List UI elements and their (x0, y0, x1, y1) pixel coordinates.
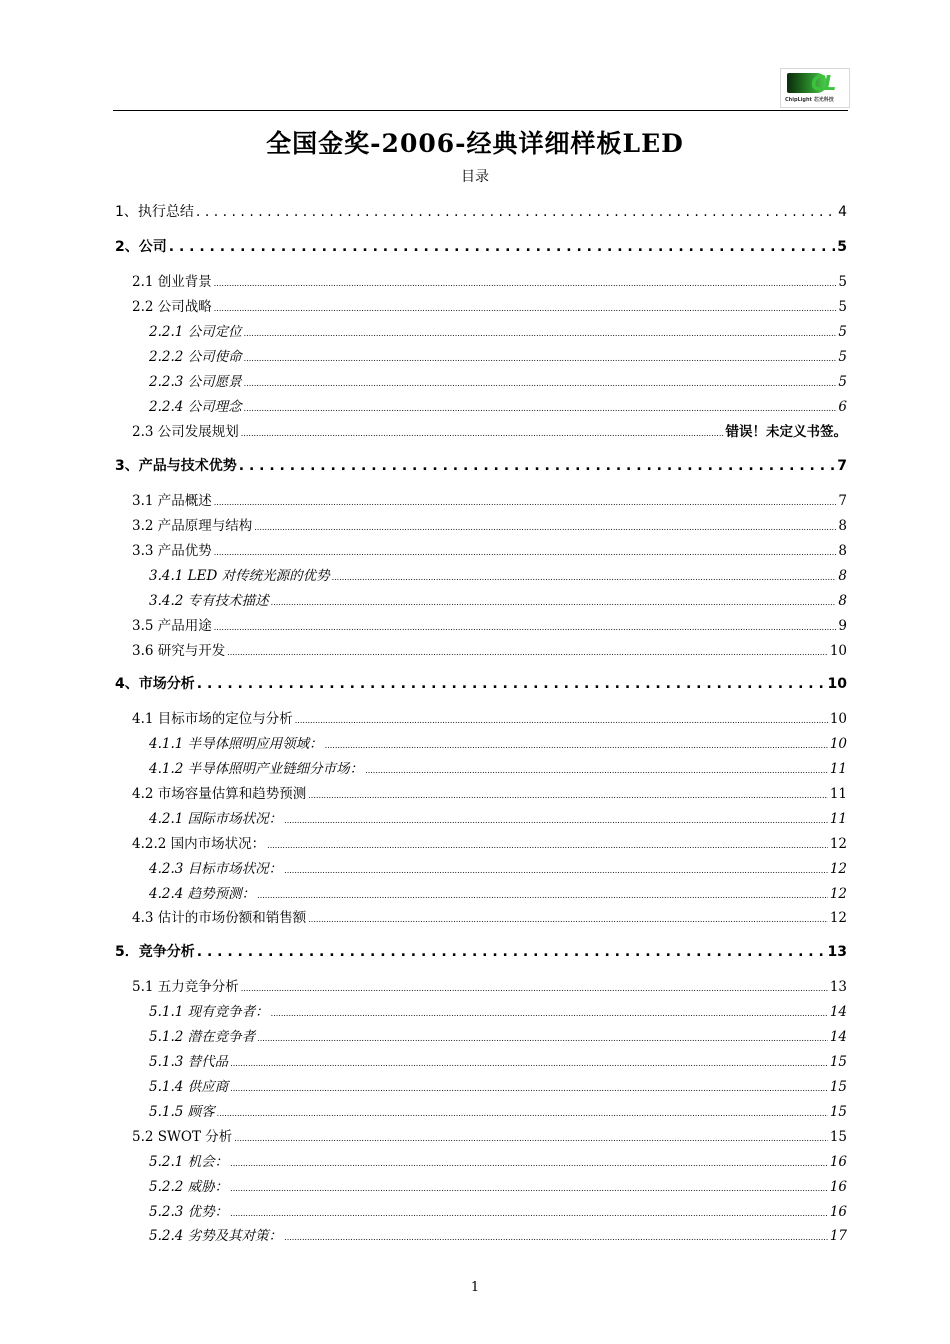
toc-entry-page: 7 (837, 458, 847, 474)
toc-entry-page: 5 (838, 374, 847, 390)
page-number: 1 (470, 1280, 480, 1295)
toc-leader (325, 741, 828, 750)
toc-entry-label: 5.1.3 替代品 (149, 1054, 229, 1070)
toc-entry-page: 16 (829, 1179, 847, 1195)
header-rule (113, 110, 848, 111)
toc-leader (239, 458, 836, 474)
toc-heading: 目录 (461, 169, 489, 185)
toc-leader (214, 623, 837, 632)
toc-entry-label: 2.2.2 公司使命 (149, 349, 242, 365)
toc-entry-page: 11 (829, 811, 847, 827)
toc-entry-label: 3.2 产品原理与结构 (132, 518, 253, 534)
toc-entry-page: 17 (829, 1228, 847, 1244)
toc-entry-label: 5.2.2 威胁： (149, 1179, 229, 1195)
toc-entry[interactable] (0, 489, 950, 509)
toc-entry[interactable] (0, 832, 950, 852)
toc-entry-page: 5 (838, 274, 847, 290)
toc-entry[interactable] (0, 295, 950, 315)
toc-entry-label: 4.2.3 目标市场状况： (149, 861, 283, 877)
toc-entry-page: 4 (838, 204, 847, 220)
toc-leader (308, 915, 828, 924)
toc-entry[interactable] (0, 1100, 950, 1120)
toc-entry-label: 5.2 SWOT 分析 (132, 1129, 233, 1145)
toc-leader (254, 523, 836, 532)
toc-entry[interactable] (0, 589, 950, 609)
toc-entry-page: 16 (829, 1154, 847, 1170)
toc-entry-page: 10 (829, 711, 847, 727)
toc-entry[interactable] (0, 975, 950, 995)
toc-leader (230, 1059, 828, 1068)
toc-leader (295, 716, 828, 725)
toc-entry[interactable] (0, 1175, 950, 1195)
toc-entry-label: 5.1 五力竞争分析 (132, 979, 239, 995)
toc-entry[interactable] (0, 514, 950, 534)
toc-entry-label: 4.3 估计的市场份额和销售额 (132, 910, 307, 926)
toc-leader (227, 648, 828, 657)
toc-entry-page: 5 (837, 239, 847, 255)
toc-entry[interactable] (0, 1000, 950, 1020)
toc-leader (214, 548, 837, 557)
toc-leader (244, 379, 837, 388)
toc-entry-page: 6 (838, 399, 847, 415)
toc-leader (284, 1233, 828, 1242)
toc-entry[interactable] (0, 320, 950, 340)
toc-entry[interactable] (0, 1025, 950, 1045)
toc-entry-label: 3.4.2 专有技术描述 (149, 593, 269, 609)
toc-leader (257, 891, 828, 900)
toc-entry-page: 12 (829, 910, 847, 926)
toc-entry-label: 5.1.2 潜在竞争者 (149, 1029, 256, 1045)
toc-entry-label: 3、产品与技术优势 (115, 458, 237, 474)
toc-leader (267, 841, 828, 850)
toc-leader (217, 1109, 828, 1118)
toc-entry-page: 12 (829, 861, 847, 877)
toc-entry-label: 4.1.1 半导体照明应用领域： (149, 736, 323, 752)
toc-entry-page: 15 (829, 1129, 847, 1145)
toc-entry-page: 8 (838, 568, 847, 584)
toc-entry[interactable] (0, 1075, 950, 1095)
toc-leader (214, 498, 837, 507)
toc-entry-page: 10 (829, 643, 847, 659)
toc-entry-page: 14 (829, 1029, 847, 1045)
toc-entry-label: 4.1 目标市场的定位与分析 (132, 711, 293, 727)
toc-entry-label: 4.2.1 国际市场状况： (149, 811, 283, 827)
toc-entry[interactable] (0, 370, 950, 390)
toc-entry[interactable] (0, 1150, 950, 1170)
toc-leader (244, 354, 837, 363)
toc-entry-label: 4.2 市场容量估算和趋势预测 (132, 786, 307, 802)
toc-entry[interactable] (0, 395, 950, 415)
toc-entry-label: 5.2.3 优势： (149, 1204, 229, 1220)
toc-entry[interactable] (0, 906, 950, 926)
toc-entry-page: 7 (838, 493, 847, 509)
toc-entry[interactable] (0, 757, 950, 777)
toc-leader (284, 816, 828, 825)
toc-entry[interactable] (0, 1224, 950, 1244)
toc-entry-page: 8 (838, 543, 847, 559)
toc-entry-page: 5 (838, 349, 847, 365)
toc-leader (230, 1159, 828, 1168)
toc-entry[interactable] (0, 732, 950, 752)
toc-leader (244, 404, 837, 413)
toc-leader (196, 204, 836, 220)
toc-entry-label: 3.5 产品用途 (132, 618, 212, 634)
toc-entry[interactable] (0, 201, 950, 221)
logo-caption: ChipLight 芯光科技 (785, 97, 834, 103)
toc-entry-page: 13 (827, 944, 847, 960)
toc-leader (332, 573, 837, 582)
toc-entry-page: 12 (829, 836, 847, 852)
toc-entry[interactable] (0, 236, 950, 256)
toc-leader (214, 304, 837, 313)
toc-entry-page: 8 (838, 518, 847, 534)
toc-entry[interactable] (0, 1125, 950, 1145)
toc-entry[interactable] (0, 639, 950, 659)
toc-entry[interactable] (0, 857, 950, 877)
toc-leader (169, 239, 836, 255)
toc-leader (197, 944, 826, 960)
toc-entry-page: 15 (829, 1054, 847, 1070)
toc-entry[interactable] (0, 345, 950, 365)
toc-entry-label: 4.2.4 趋势预测： (149, 886, 256, 902)
toc-entry-label: 1、执行总结 (115, 204, 194, 220)
toc-entry-page: 8 (838, 593, 847, 609)
toc-leader (284, 866, 828, 875)
toc-leader (230, 1184, 828, 1193)
toc-entry-page: 10 (829, 736, 847, 752)
toc-entry-label: 5.1.5 顾客 (149, 1104, 215, 1120)
toc-entry-label: 5.2.1 机会： (149, 1154, 229, 1170)
toc-leader (271, 598, 837, 607)
toc-leader (308, 791, 828, 800)
toc-entry-page: 9 (838, 618, 847, 634)
toc-entry-label: 5．竞争分析 (115, 944, 195, 960)
toc-entry[interactable] (0, 882, 950, 902)
toc-leader (214, 279, 837, 288)
toc-entry-label: 5.1.1 现有竞争者： (149, 1004, 269, 1020)
toc-leader (230, 1209, 828, 1218)
toc-entry-label: 3.4.1 LED 对传统光源的优势 (149, 568, 330, 584)
toc-entry-label: 4.1.2 半导体照明产业链细分市场： (149, 761, 364, 777)
toc-entry-page: 13 (829, 979, 847, 995)
toc-leader (257, 1034, 828, 1043)
toc-entry[interactable] (0, 673, 950, 693)
toc-entry[interactable] (0, 614, 950, 634)
toc-entry[interactable] (0, 941, 950, 961)
toc-entry-label: 5.2.4 劣势及其对策： (149, 1228, 283, 1244)
toc-entry-label: 4.2.2 国内市场状况： (132, 836, 266, 852)
toc-leader (241, 984, 828, 993)
toc-entry-page: 15 (829, 1104, 847, 1120)
toc-leader (241, 429, 724, 438)
toc-entry-label: 4、市场分析 (115, 676, 195, 692)
toc-entry-label: 2、公司 (115, 239, 167, 255)
logo-text: CL (811, 71, 835, 95)
toc-entry-page: 5 (838, 299, 847, 315)
document-title: 全国金奖-2006-经典详细样板LED (266, 129, 684, 158)
toc-entry-label: 2.2.3 公司愿景 (149, 374, 242, 390)
toc-entry[interactable] (0, 1200, 950, 1220)
toc-entry-label: 2.2.4 公司理念 (149, 399, 242, 415)
toc-entry[interactable] (0, 707, 950, 727)
toc-entry[interactable] (0, 455, 950, 475)
toc-entry[interactable] (0, 1050, 950, 1070)
toc-leader (244, 329, 837, 338)
toc-entry[interactable] (0, 564, 950, 584)
company-logo (780, 68, 850, 108)
toc-leader (271, 1009, 828, 1018)
toc-entry-label: 3.1 产品概述 (132, 493, 212, 509)
toc-entry[interactable] (0, 807, 950, 827)
toc-entry[interactable] (0, 270, 950, 290)
toc-entry-page: 14 (829, 1004, 847, 1020)
toc-entry-label: 5.1.4 供应商 (149, 1079, 229, 1095)
toc-entry-label: 2.1 创业背景 (132, 274, 212, 290)
toc-entry-page: 11 (829, 786, 847, 802)
toc-entry-page: 错误！未定义书签。 (725, 424, 847, 440)
toc-entry[interactable] (0, 782, 950, 802)
toc-leader (234, 1134, 828, 1143)
toc-entry-label: 2.2 公司战略 (132, 299, 212, 315)
toc-entry-page: 10 (827, 676, 847, 692)
toc-entry-label: 2.3 公司发展规划 (132, 424, 239, 440)
toc-entry-page: 15 (829, 1079, 847, 1095)
toc-entry-label: 3.3 产品优势 (132, 543, 212, 559)
toc-leader (197, 676, 826, 692)
toc-entry-page: 16 (829, 1204, 847, 1220)
toc-leader (365, 766, 828, 775)
toc-entry-label: 2.2.1 公司定位 (149, 324, 242, 340)
toc-entry[interactable] (0, 420, 950, 440)
toc-leader (230, 1084, 828, 1093)
toc-entry-page: 5 (838, 324, 847, 340)
toc-entry-page: 12 (829, 886, 847, 902)
toc-entry-page: 11 (829, 761, 847, 777)
toc-entry[interactable] (0, 539, 950, 559)
toc-entry-label: 3.6 研究与开发 (132, 643, 226, 659)
